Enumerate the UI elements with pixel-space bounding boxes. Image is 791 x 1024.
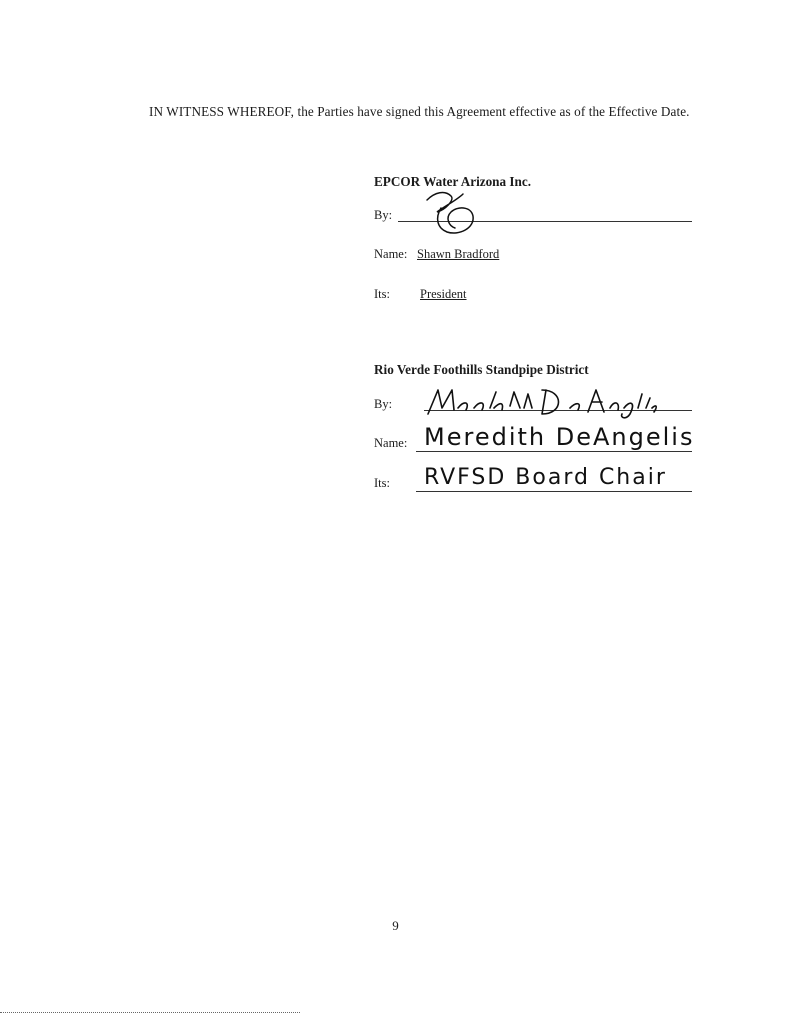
page-number: 9 [392, 918, 399, 933]
epcor-its-value: President [420, 287, 467, 301]
epcor-signature-image [415, 188, 485, 244]
witness-clause: IN WITNESS WHEREOF, the Parties have signed this Agreement effective as of the Effective Date. [149, 104, 690, 119]
epcor-its-label: Its: [374, 287, 390, 301]
rvfsd-name-label: Name: [374, 436, 408, 450]
rvfsd-its-value: RVFSD Board Chair [424, 465, 667, 490]
epcor-party-name: EPCOR Water Arizona Inc. [374, 174, 532, 189]
epcor-by-label: By: [374, 208, 393, 222]
rvfsd-its-line [416, 491, 692, 492]
epcor-name-label: Name: [374, 247, 408, 261]
rvfsd-name-line [416, 451, 692, 452]
rvfsd-its-label: Its: [374, 476, 390, 490]
rvfsd-party-name: Rio Verde Foothills Standpipe District [374, 362, 589, 377]
footer-divider [0, 1012, 300, 1013]
rvfsd-name-value: Meredith DeAngelis [424, 423, 695, 451]
rvfsd-signature-image [424, 384, 660, 424]
rvfsd-by-label: By: [374, 397, 393, 411]
epcor-name-value: Shawn Bradford [417, 247, 500, 261]
